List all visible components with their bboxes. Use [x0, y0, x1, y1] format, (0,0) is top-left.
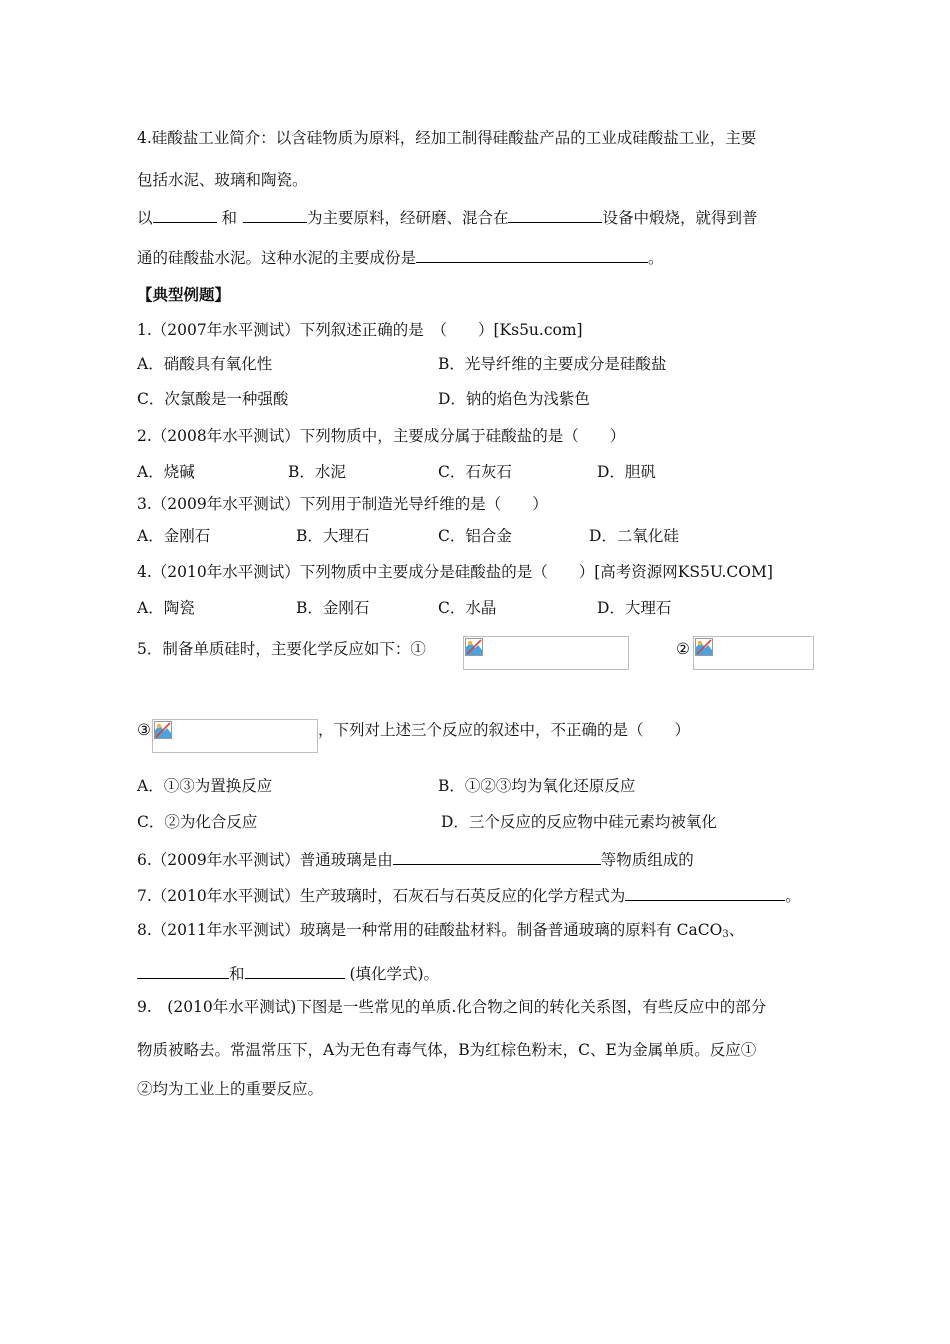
- text: (填化学式)。: [349, 965, 440, 983]
- text: 等物质组成的: [600, 851, 694, 869]
- text: 为主要原料，经研磨、混合在: [306, 209, 509, 227]
- q3-option-c: C．铝合金: [438, 527, 512, 545]
- reaction-2-label: ②: [676, 640, 690, 658]
- q4-stem: 4.（2010年水平测试）下列物质中主要成分是硅酸盐的是（ ）[高考资源网KS5U.COM]: [137, 563, 773, 581]
- q5-option-d: D．三个反应的反应物中硅元素均被氧化: [441, 813, 717, 831]
- section4-line1: 4.硅酸盐工业简介：以含硅物质为原料，经加工制得硅酸盐产品的工业成硅酸盐工业，主要: [137, 129, 757, 147]
- q6-stem: [137, 848, 694, 870]
- q1-stem: 1.（2007年水平测试）下列叙述正确的是 （ ）[Ks5u.com]: [137, 321, 583, 339]
- text: 7.（2010年水平测试）生产玻璃时，石灰石与石英反应的化学方程式为: [137, 887, 626, 905]
- q8-line1: [137, 920, 744, 945]
- reaction-3-image: [152, 719, 318, 753]
- section4-line3: [137, 206, 758, 228]
- fill-blank[interactable]: [508, 206, 602, 223]
- q9-line3: ②均为工业上的重要反应。: [137, 1080, 324, 1098]
- q2-stem: 2.（2008年水平测试）下列物质中，主要成分属于硅酸盐的是（ ）: [137, 427, 626, 445]
- section4-line2: 包括水泥、玻璃和陶瓷。: [137, 171, 308, 189]
- text: 、: [728, 921, 745, 939]
- text: 6.（2009年水平测试）普通玻璃是由: [137, 851, 393, 869]
- text: 以: [137, 209, 153, 227]
- q2-option-b: B．水泥: [288, 463, 346, 481]
- q2-option-d: D．胆矾: [597, 463, 656, 481]
- q1-option-a: A．硝酸具有氧化性: [137, 355, 273, 373]
- q1-option-c: C．次氯酸是一种强酸: [137, 390, 289, 408]
- reaction-3-label: ③: [137, 721, 151, 739]
- text: 设备中煅烧，就得到普: [602, 209, 758, 227]
- text: 和: [221, 209, 237, 227]
- text: 8.（2011年水平测试）玻璃是一种常用的硅酸盐材料。制备普通玻璃的原料有 CaCO: [137, 921, 723, 939]
- q5-stem: 5．制备单质硅时，主要化学反应如下：①: [137, 640, 426, 658]
- q3-option-b: B．大理石: [296, 527, 370, 545]
- q5-stem-continued: ，下列对上述三个反应的叙述中，不正确的是（ ）: [318, 721, 691, 739]
- fill-blank[interactable]: [137, 962, 229, 979]
- text: 通的硅酸盐水泥。这种水泥的主要成份是: [137, 249, 417, 267]
- q4-option-b: B．金刚石: [296, 599, 370, 617]
- q2-option-c: C．石灰石: [438, 463, 512, 481]
- fill-blank[interactable]: [153, 206, 217, 223]
- broken-image-icon: [465, 638, 483, 656]
- q7-stem: [137, 884, 801, 906]
- text: 。: [648, 249, 664, 267]
- q8-line2: [137, 962, 439, 984]
- q9-line1: 9. (2010年水平测试)下图是一些常见的单质.化合物之间的转化关系图，有些反应中的部分: [137, 998, 767, 1016]
- text: 。: [785, 887, 801, 905]
- reaction-2-image: [693, 636, 814, 670]
- subscript: 3: [722, 929, 729, 940]
- q5-option-b: B．①②③均为氧化还原反应: [438, 777, 636, 795]
- reaction-1-image: [463, 636, 629, 670]
- q3-option-a: A．金刚石: [137, 527, 211, 545]
- text: 和: [229, 965, 245, 983]
- fill-blank[interactable]: [416, 246, 648, 263]
- q4-option-d: D．大理石: [597, 599, 672, 617]
- q9-line2: 物质被略去。常温常压下，A为无色有毒气体，B为红棕色粉末，C、E为金属单质。反应①: [137, 1041, 757, 1059]
- broken-image-icon: [154, 721, 172, 739]
- q3-option-d: D．二氧化硅: [589, 527, 679, 545]
- fill-blank[interactable]: [243, 206, 307, 223]
- q2-option-a: A．烧碱: [137, 463, 195, 481]
- q4-option-c: C．水晶: [438, 599, 497, 617]
- q1-option-b: B．光导纤维的主要成分是硅酸盐: [438, 355, 667, 373]
- q4-option-a: A．陶瓷: [137, 599, 195, 617]
- section-heading: 【典型例题】: [137, 285, 231, 304]
- section4-line4: [137, 246, 664, 268]
- q5-option-c: C．②为化合反应: [137, 813, 258, 831]
- q1-option-d: D．钠的焰色为浅紫色: [438, 390, 590, 408]
- q5-option-a: A．①③为置换反应: [137, 777, 273, 795]
- q3-stem: 3.（2009年水平测试）下列用于制造光导纤维的是（ ）: [137, 495, 548, 513]
- fill-blank[interactable]: [393, 848, 601, 865]
- broken-image-icon: [695, 638, 713, 656]
- fill-blank[interactable]: [625, 884, 785, 901]
- fill-blank[interactable]: [245, 962, 345, 979]
